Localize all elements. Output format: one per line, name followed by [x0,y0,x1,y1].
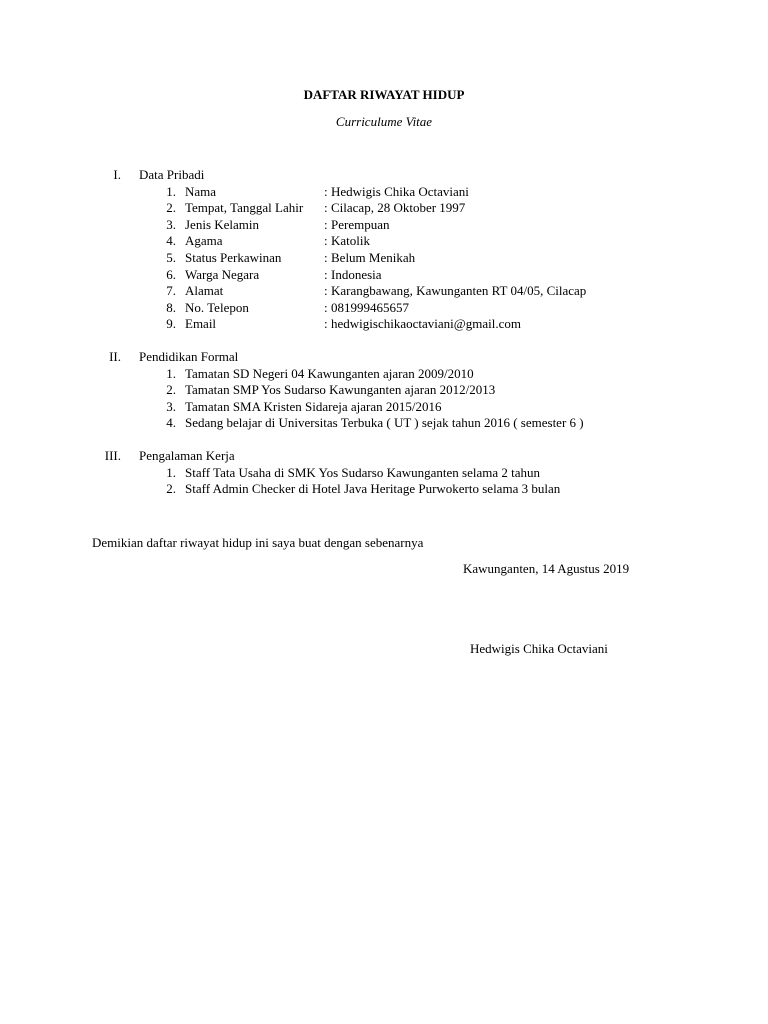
list-item [0,465,768,482]
item-label: Alamat [185,283,224,299]
item-number: 6. [166,266,176,282]
item-number: 2. [166,200,176,216]
section-numeral: I. [113,167,121,182]
item-colon: : [324,233,328,249]
item-number: 4. [166,233,176,249]
item-colon: : [324,216,328,232]
section-title: Data Pribadi [139,167,205,182]
item-label: No. Telepon [185,299,249,315]
item-number: 1. [166,183,176,199]
document-title: DAFTAR RIWAYAT HIDUP [303,87,465,102]
item-label: Email [185,316,217,332]
list-item [0,300,768,317]
item-number: 5. [166,249,176,265]
item-label: Staff Tata Usaha di SMK Yos Sudarso Kawunganten selama 2 tahun [185,464,540,480]
section-numeral: III. [104,448,121,463]
item-label: Status Perkawinan [185,249,282,265]
item-value: Hedwigis Chika Octaviani [331,183,469,199]
list-item [0,233,768,250]
list-item [0,366,768,383]
item-number: 9. [166,316,176,332]
section-personal-data [0,167,768,333]
place-and-date: Kawunganten, 14 Agustus 2019 [463,561,630,576]
item-label: Warga Negara [185,266,260,282]
list-item [0,283,768,300]
list-item [0,415,768,432]
list-item [0,184,768,201]
item-number: 1. [166,464,176,480]
item-label: Agama [185,233,223,249]
list-item [0,399,768,416]
item-colon: : [324,183,328,199]
item-colon: : [324,299,328,315]
item-label: Jenis Kelamin [185,216,260,232]
item-value: Indonesia [331,266,382,282]
signature-name: Hedwigis Chika Octaviani [470,641,608,656]
item-number: 4. [166,415,176,431]
section-heading [0,448,768,465]
section-work-experience [0,448,768,498]
list-item [0,267,768,284]
item-number: 7. [166,283,176,299]
list-item [0,316,768,333]
item-number: 2. [166,481,176,497]
item-colon: : [324,316,328,332]
item-label: Tamatan SMA Kristen Sidareja ajaran 2015/2016 [185,398,442,414]
list-item [0,200,768,217]
email-value: hedwigischikaoctaviani@gmail.com [331,316,521,332]
item-label: Sedang belajar di Universitas Terbuka ( UT ) sejak tahun 2016 ( semester 6 ) [185,415,584,431]
item-label: Tamatan SD Negeri 04 Kawunganten ajaran 2009/2010 [185,365,474,381]
document-subtitle: Curriculume Vitae [335,114,433,129]
list-item [0,217,768,234]
item-colon: : [324,249,328,265]
list-item [0,382,768,399]
list-item [0,481,768,498]
item-label: Tempat, Tanggal Lahir [185,200,304,216]
item-label: Staff Admin Checker di Hotel Java Heritage Purwokerto selama 3 bulan [185,481,561,497]
item-number: 1. [166,365,176,381]
item-number: 3. [166,216,176,232]
item-number: 3. [166,398,176,414]
item-number: 2. [166,382,176,398]
section-numeral: II. [109,349,121,364]
section-formal-education [0,349,768,432]
item-colon: : [324,266,328,282]
item-value: Cilacap, 28 Oktober 1997 [331,200,466,216]
section-heading [0,349,768,366]
item-value: Perempuan [331,216,390,232]
item-value: Karangbawang, Kawunganten RT 04/05, Cilacap [331,283,587,299]
item-colon: : [324,200,328,216]
closing-statement: Demikian daftar riwayat hidup ini saya buat dengan sebenarnya [92,535,424,550]
item-value: Katolik [331,233,370,249]
item-number: 8. [166,299,176,315]
item-label: Nama [185,183,217,199]
item-value: Belum Menikah [331,249,416,265]
list-item [0,250,768,267]
item-value: 081999465657 [331,299,409,315]
section-title: Pengalaman Kerja [139,448,235,463]
section-heading [0,167,768,184]
item-label: Tamatan SMP Yos Sudarso Kawunganten ajaran 2012/2013 [185,382,496,398]
section-title: Pendidikan Formal [139,349,239,364]
item-colon: : [324,283,328,299]
